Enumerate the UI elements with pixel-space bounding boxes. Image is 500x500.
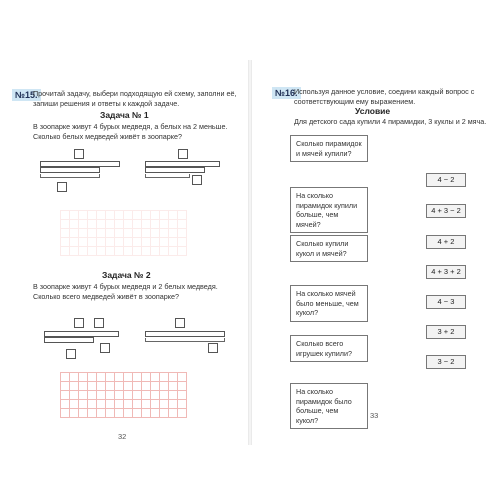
answer-square[interactable] — [100, 343, 110, 353]
answer-grid[interactable] — [60, 210, 187, 256]
book-spine — [248, 60, 252, 445]
expression-box[interactable]: 3 − 2 — [426, 355, 466, 369]
segment-bar — [145, 167, 205, 173]
condition-title: Условие — [355, 106, 391, 116]
question-box[interactable]: Сколько пирамидок и мячей купили? — [290, 135, 368, 162]
segment-bar — [44, 337, 94, 343]
task1-text: В зоопарке живут 4 бурых медведя, а белых на 2 меньше. Сколько белых медведей живёт в зоопарке? — [33, 122, 228, 141]
page-number: 32 — [118, 432, 127, 441]
task1-title: Задача № 1 — [100, 110, 149, 120]
answer-square[interactable] — [66, 349, 76, 359]
condition-text: Для детского сада купили 4 пирамидки, 3 куклы и 2 мяча. — [294, 117, 487, 126]
expression-box[interactable]: 4 + 3 + 2 — [426, 265, 466, 279]
segment-bar — [145, 331, 225, 337]
answer-square[interactable] — [74, 149, 84, 159]
answer-square[interactable] — [175, 318, 185, 328]
expression-box[interactable]: 4 + 3 − 2 — [426, 204, 466, 218]
task2-text: В зоопарке живут 4 бурых медведя и 2 белых медведя. Сколько всего медведей живёт в зоопарке? — [33, 282, 218, 301]
answer-square[interactable] — [57, 182, 67, 192]
answer-grid[interactable] — [60, 372, 187, 418]
page-number: 33 — [370, 411, 379, 420]
answer-square[interactable] — [192, 175, 202, 185]
expression-box[interactable]: 4 − 3 — [426, 295, 466, 309]
question-box[interactable]: Сколько всего игрушек купили? — [290, 335, 368, 362]
task-instruction: Прочитай задачу, выбери подходящую ей схему, заполни её, запиши решения и ответы к каждой задаче. — [33, 89, 237, 108]
task-number-badge: №15. — [12, 89, 41, 101]
expression-box[interactable]: 3 + 2 — [426, 325, 466, 339]
bracket — [145, 174, 190, 178]
answer-square[interactable] — [74, 318, 84, 328]
bracket — [145, 338, 225, 342]
segment-bar — [40, 167, 100, 173]
task-number-badge: №16. — [272, 87, 301, 99]
answer-square[interactable] — [208, 343, 218, 353]
bracket — [40, 174, 100, 178]
task2-title: Задача № 2 — [102, 270, 151, 280]
question-box[interactable]: Сколько купили кукол и мячей? — [290, 235, 368, 262]
expression-box[interactable]: 4 + 2 — [426, 235, 466, 249]
question-box[interactable]: На сколько пирамидок было больше, чем кукол? — [290, 383, 368, 429]
answer-square[interactable] — [178, 149, 188, 159]
question-box[interactable]: На сколько пирамидок купили больше, чем мячей? — [290, 187, 368, 233]
task-instruction: Используя данное условие, соедини каждый вопрос с соответствующим ему выражением. — [294, 87, 475, 106]
expression-box[interactable]: 4 − 2 — [426, 173, 466, 187]
answer-square[interactable] — [94, 318, 104, 328]
question-box[interactable]: На сколько мячей было меньше, чем кукол? — [290, 285, 368, 322]
